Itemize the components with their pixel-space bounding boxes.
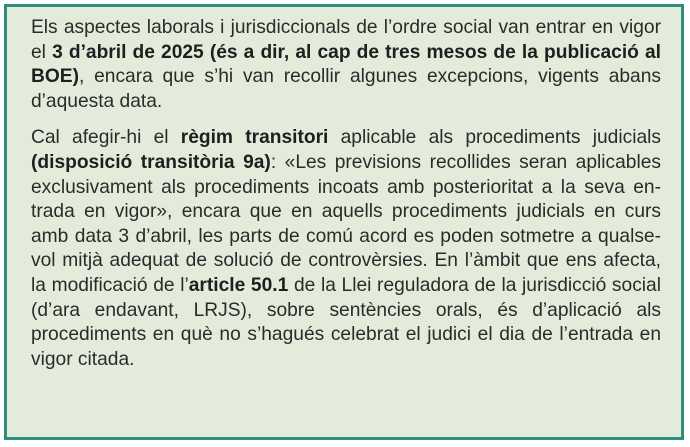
paragraph-2-text-4: de la Llei reguladora de la jurisdicció social (d’ara endavant, LRJS), sobre sentències orals, és d’aplicació als procediments en què no s’hagués celebrat el judici el dia de l’entrada en vigor citada. (31, 274, 661, 370)
paragraph-1 (31, 16, 661, 114)
paragraph-1-bold-date: 3 d’abril de 2025 (és a dir, al cap de tres mesos de la publicació al BOE) (31, 41, 662, 88)
paragraph-2-bold-regime: règim transitori (180, 127, 329, 149)
paragraph-1-text-1: Els aspectes laborals i jurisdiccionals de l’ordre social van entrar en vigor el (31, 17, 661, 63)
paragraph-2-text-2: aplicable als procediments judicials (328, 127, 661, 149)
paragraph-2 (31, 126, 661, 372)
text-box (4, 4, 684, 440)
paragraph-2-text-3: : «Les previsions recollides seran aplicables exclusivament als procediments incoats amb posterioritat a la seva entrada en vigor», encara que en aquells procediments judicials en curs amb data 3 d’abril, les parts de comú acord es poden sotmetre a qualsevol mitjà adequat de solució de controvèrsies. En l’àmbit que ens afecta, la modificació de l’ (31, 151, 661, 296)
paragraph-2-text-1: Cal afegir-hi el (31, 127, 181, 149)
paragraph-1-text-2: , encara que s’hi van recollir algunes excepcions, vigents abans d’aquesta data. (31, 66, 661, 112)
paragraph-2-bold-article: article 50.1 (188, 274, 289, 296)
paragraph-2-bold-provision: (disposició transitòria 9a) (31, 151, 271, 173)
